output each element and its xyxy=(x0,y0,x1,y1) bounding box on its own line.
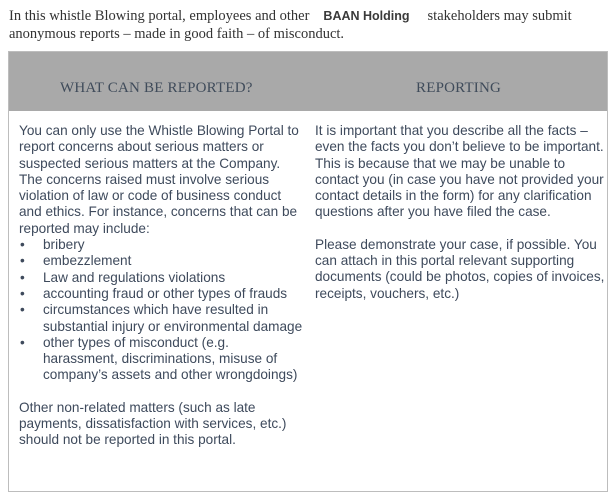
header-what-can-be-reported: WHAT CAN BE REPORTED? xyxy=(60,80,253,96)
misconduct-list xyxy=(19,237,307,384)
header-reporting: REPORTING xyxy=(416,80,502,96)
right-paragraph-1: It is important that you describe all the facts – even the facts you don’t believe to be important. This is because that we may be unable to contact you (in case you have not provided your contact details in the form) for any clarification questions after you have filed the case. xyxy=(315,123,604,220)
bullet-icon: • xyxy=(20,302,25,318)
list-item: • Law and regulations violations xyxy=(20,269,226,285)
bullet-icon: • xyxy=(20,285,25,301)
intro-line-2: anonymous reports – made in good faith – of misconduct. xyxy=(9,26,345,42)
right-paragraph-2: Please demonstrate your case, if possible. You can attach in this portal relevant supporting documents (could be photos, copies of invoices, receipts, vouchers, etc.) xyxy=(315,236,605,301)
list-item: • accounting fraud or other types of frauds xyxy=(20,285,288,301)
intro-text-before: In this whistle Blowing portal, employees and other xyxy=(9,8,310,24)
left-column xyxy=(19,123,307,449)
list-item: • other types of misconduct (e.g. harassment, discriminations, misuse of company’s assets and other wrongdoings) xyxy=(20,334,298,383)
right-column xyxy=(315,123,607,302)
table-header xyxy=(9,52,607,111)
list-item: • bribery xyxy=(20,237,85,253)
intro-text xyxy=(9,7,609,43)
bullet-icon: • xyxy=(20,269,25,285)
bullet-icon: • xyxy=(20,253,25,269)
list-item: • embezzlement xyxy=(20,253,132,269)
company-name: BAAN Holding xyxy=(323,9,410,23)
left-footer: Other non-related matters (such as late payments, dissatisfaction with services, etc.) should not be reported in this portal. xyxy=(19,399,287,448)
list-item: • circumstances which have resulted in substantial injury or environmental damage xyxy=(20,302,303,334)
intro-text-after: stakeholders may submit xyxy=(427,8,572,24)
bullet-icon: • xyxy=(20,237,25,253)
left-paragraph: You can only use the Whistle Blowing Portal to report concerns about serious matters or suspected serious matters at the Company. The concerns raised must involve serious violation of law or code of business conduct and ethics. For instance, concerns that can be reported may include: xyxy=(19,123,299,236)
bullet-icon: • xyxy=(20,334,25,350)
info-table xyxy=(8,51,608,492)
